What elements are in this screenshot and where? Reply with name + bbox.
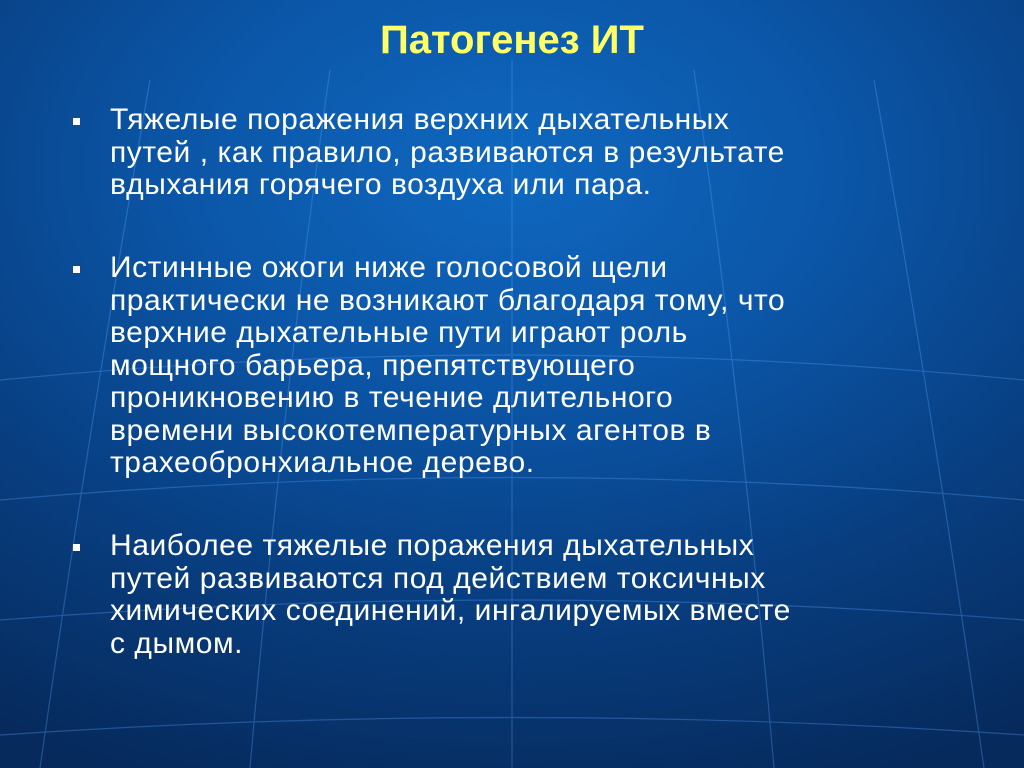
bullet-line: Истинные ожоги ниже голосовой щели (110, 251, 668, 284)
bullet-line: времени высокотемпературных агентов в (110, 413, 712, 447)
bullet-line: мощного барьера, препятствующего (110, 348, 636, 382)
bullet-line: Наиболее тяжелые поражения дыхательных (110, 529, 755, 562)
bullet-text (110, 252, 990, 480)
bullet-line: путей , как правило, развиваются в результате (110, 135, 785, 169)
bullet-line: путей развиваются под действием токсичных (110, 561, 766, 595)
bullet-line: химических соединений, ингалируемых вместе (110, 594, 791, 627)
bullet-line: вдыхания горячего воздуха или пара. (110, 168, 652, 201)
bullet-text (110, 104, 990, 202)
square-bullet-icon (73, 118, 80, 125)
bullet-line: практически не возникают благодаря тому, что (110, 283, 786, 317)
bullet-line: верхние дыхательные пути играют роль (110, 316, 688, 349)
bullet-line: трахеобронхиальное дерево. (110, 446, 535, 479)
square-bullet-icon (73, 266, 80, 273)
bullet-line: с дымом. (110, 626, 244, 660)
square-bullet-icon (73, 544, 80, 551)
slide-title: Патогенез ИТ (380, 18, 644, 62)
bullet-line: проникновению в течение длительного (110, 381, 674, 414)
bullet-line: Тяжелые поражения верхних дыхательных (110, 103, 730, 136)
bullet-text (110, 530, 990, 660)
